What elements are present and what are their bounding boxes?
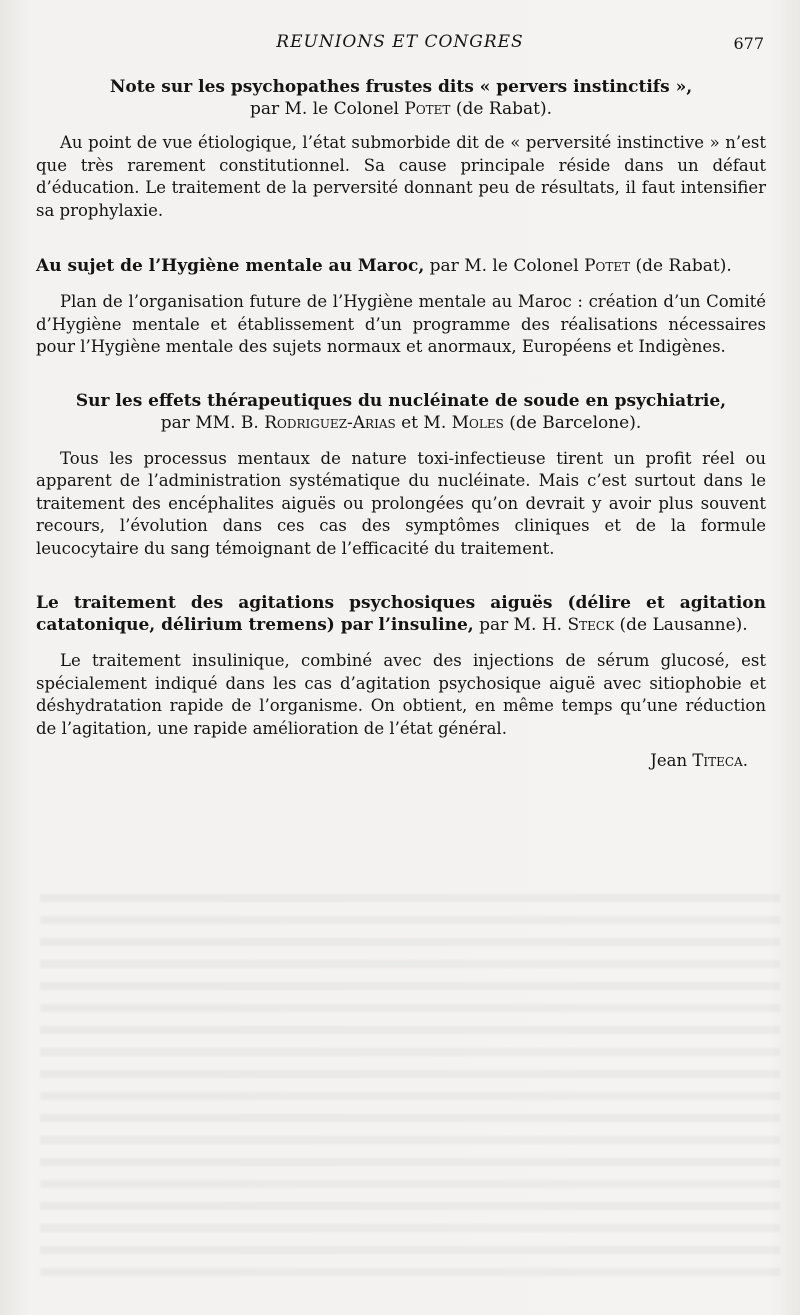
article-pervers-instinctifs: [36, 76, 766, 222]
byline-suffix: (de Lausanne).: [614, 615, 748, 635]
byline-suffix: (de Barcelone).: [503, 412, 642, 433]
article-title-text: Note sur les psychopathes frustes dits « pervers instinctifs »,: [109, 77, 693, 97]
page-header: [0, 32, 800, 56]
running-head: REUNIONS ET CONGRES: [276, 32, 524, 52]
byline-prefix: par MM. B.: [160, 412, 265, 433]
page-content: [36, 76, 766, 772]
author-name: Potet: [584, 256, 631, 276]
author-name-2: Moles: [451, 412, 504, 433]
page-number: 677: [733, 34, 764, 53]
article-title: [36, 76, 766, 98]
byline-suffix: (de Rabat).: [450, 99, 553, 119]
article-hygiene-mentale: [36, 255, 766, 359]
signature-first-name: Jean: [650, 751, 693, 770]
byline-middle: et M.: [395, 412, 452, 433]
article-byline: [36, 412, 766, 434]
article-title: [36, 592, 766, 636]
author-name: Steck: [567, 615, 615, 635]
author-name: Rodriguez-Arias: [264, 412, 396, 433]
article-body: Le traitement insulinique, combiné avec des injections de sérum glucosé, est spécialement indiqué dans les cas d’agitation psychosique aiguë avec sitiophobie et déshydratation rapide de l’organisme. On obtient, en même temps qu’une réduction de l’agitation, une rapide amélioration de l’état général.: [36, 651, 766, 738]
byline-prefix: par M. le Colonel: [424, 256, 585, 276]
byline-suffix: (de Rabat).: [630, 256, 732, 276]
author-name: Potet: [404, 99, 451, 119]
article-title: [36, 390, 766, 412]
article-body: Au point de vue étiologique, l’état submorbide dit de « perversité instinctive » n’est que très rarement constitutionnel. Sa cause principale réside dans un défaut d’éducation. Le traitement de la perversité donnant peu de résultats, il faut intensifier sa prophylaxie.: [36, 133, 766, 220]
article-insuline: [36, 592, 766, 740]
article-body: Tous les processus mentaux de nature toxi-infectieuse tirent un profit réel ou apparent de l’administration systématique du nucléinate. Mais c’est surtout dans le traitement des encéphalites aiguës ou prolongées qu’on devrait y avoir plus souvent recours, l’évolution dans ces cas des symptômes cliniques et de la formule leucocytaire du sang témoignant de l’efficacité du traitement.: [36, 448, 766, 558]
article-title: [36, 255, 766, 277]
article-title-text: Sur les effets thérapeutiques du nucléinate de soude en psychiatrie,: [75, 390, 727, 411]
article-title-text: Le traitement des agitations psychosiques aiguës (délire et agitation catatonique, délirium tremens) par l’insuline,: [36, 593, 766, 635]
bleed-through-texture: [40, 880, 780, 1290]
signature: [36, 750, 748, 772]
signature-last-name: Titeca.: [692, 751, 748, 770]
article-nucleinate: [36, 390, 766, 561]
byline-prefix: par M. H.: [473, 615, 568, 635]
article-body: Plan de l’organisation future de l’Hygiène mentale au Maroc : création d’un Comité d’Hygiène mentale et établissement d’un programme des réalisations nécessaires pour l’Hygiène mentale des sujets normaux et anormaux, Européens et Indigènes.: [36, 292, 766, 356]
article-byline: [36, 98, 766, 120]
byline-prefix: par M. le Colonel: [249, 99, 405, 119]
article-title-text: Au sujet de l’Hygiène mentale au Maroc,: [36, 256, 425, 276]
